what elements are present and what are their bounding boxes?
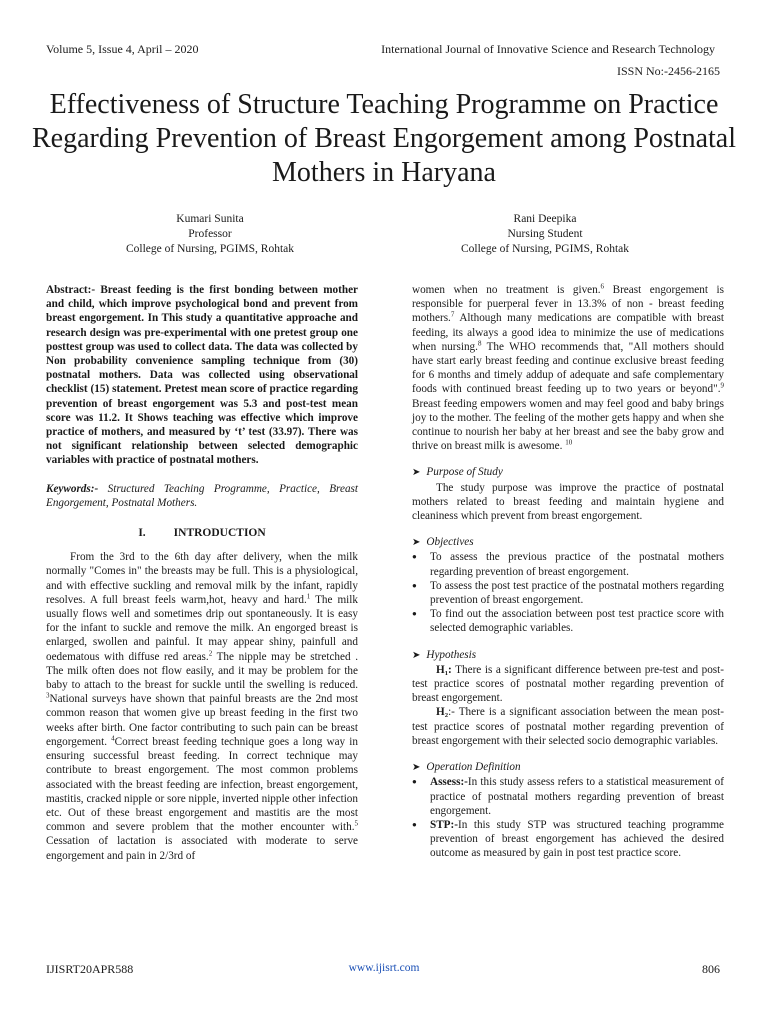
- arrow-bullet-icon: ➤: [412, 467, 421, 479]
- header-volume: Volume 5, Issue 4, April – 2020: [46, 42, 199, 56]
- citation: 1: [306, 592, 311, 601]
- keywords-label: Keywords:-: [46, 482, 99, 495]
- footer-paper-id: IJISRT20APR588: [46, 962, 134, 976]
- citation: 9: [720, 381, 724, 390]
- footer-link[interactable]: www.ijisrt.com: [348, 962, 420, 974]
- citation: 8: [477, 339, 482, 348]
- citation: 7: [450, 310, 455, 319]
- author-role: Professor: [188, 228, 232, 240]
- author-block-1: [60, 212, 360, 257]
- keywords-text: Structured Teaching Programme, Practice, Breast Engorgement, Postnatal Mothers.: [46, 482, 358, 509]
- hypothesis-heading: ➤ Hypothesis: [412, 648, 477, 661]
- list-item: ● To find out the association between post test practice score with selected demographic variables.: [412, 607, 724, 635]
- citation: 6: [600, 282, 605, 291]
- left-column: [46, 283, 358, 863]
- citation: 4: [111, 734, 115, 743]
- intro-continued: women when no treatment is given.$^6$ Breast engorgement is responsible for puerperal fever in 13.3% of non - breast feeding mothers.$^7$ Although many medications are compatible with breast feeding, its always a good idea to minimize the use of medications when nursing.$^8$ The WHO recommends that, "All mothers should have start early breast feeding and continue exclusive breast feeding for 6 months and timely addup of adequate and safe complementary foods with continued breast feeding up to two years or beyond".$^9$ Breast feeding empowers women and may feel good and baby brings joy to the mother. The feeling of the mother gets happy and when she continue to nourish her baby at her breast and see the baby grow and thrive on breast milk is awesome. $^{10}$: [412, 282, 724, 453]
- arrow-bullet-icon: ➤: [412, 649, 421, 661]
- objectives-heading: ➤ Objectives: [412, 536, 474, 549]
- arrow-bullet-icon: ➤: [412, 537, 421, 549]
- objectives-list: [412, 550, 724, 635]
- author-name: Kumari Sunita: [176, 213, 244, 225]
- purpose-text: The study purpose was improve the practice of postnatal mothers related to breast feeding and maintain hygiene and cleaniness which prevent from breast engorgement.: [412, 481, 724, 523]
- citation: 5: [354, 819, 358, 828]
- hypothesis-h2: H₂:- There is a significant association between the mean post-test practice scores of postnatal mother regarding prevention of breast engorgement with their selected socio demographic variables.: [412, 706, 724, 747]
- citation: 2: [208, 648, 213, 657]
- purpose-heading: ➤ Purpose of Study: [412, 466, 503, 479]
- hypothesis-h1: H₁: There is a significant difference between pre-test and post-test practice scores of postnatal mother regarding prevention of breast engorgement.: [412, 663, 724, 705]
- operation-list: [412, 775, 724, 860]
- section-title: INTRODUCTION: [173, 527, 266, 540]
- author-affiliation: College of Nursing, PGIMS, Rohtak: [460, 243, 630, 255]
- citation: 3: [46, 691, 50, 700]
- section-number: I.: [138, 527, 146, 540]
- author-name: Rani Deepika: [513, 213, 577, 225]
- paper-title: Effectiveness of Structure Teaching Programme on Practice Regarding Prevention of Breast Engorgement among Postnatal Mothers in Haryana: [31, 89, 736, 188]
- citation: 10: [565, 438, 573, 447]
- author-role: Nursing Student: [507, 228, 583, 240]
- author-block-2: [395, 212, 695, 257]
- list-item: ● To assess the previous practice of the postnatal mothers regarding prevention of breast engorgement.: [412, 550, 724, 578]
- header-issn: ISSN No:-2456-2165: [616, 64, 720, 78]
- right-column: [412, 283, 724, 861]
- operation-heading: ➤ Operation Definition: [412, 761, 521, 774]
- page-number: 806: [702, 962, 720, 976]
- header-journal: International Journal of Innovative Science and Research Technology: [381, 42, 715, 56]
- list-item: ● STP:-In this study STP was structured teaching programme prevention of breast engorgement has achieved the desired outcome as measured by gain in post test practice score.: [412, 818, 724, 861]
- list-item: ● To assess the post test practice of the postnatal mothers regarding prevention of breast engorgement.: [412, 579, 724, 607]
- arrow-bullet-icon: ➤: [412, 762, 421, 774]
- section-heading: [46, 526, 358, 540]
- list-item: ● Assess:-In this study assess refers to a statistical measurement of practice of postnatal mothers regarding prevention of breast engorgement.: [412, 775, 724, 818]
- abstract: Abstract:- Breast feeding is the first bonding between mother and child, which improve psychological bond and prevent from breast engorgement. In This study a quantitative approache and research design was pre-experimental with one pretest group one posttest group was used to collect data. The data was collected by Non probability convenience sampling technique from (30) postnatal mothers. Data was collected using observational checklist (15) statement. Pretest mean score of practice regarding prevention of breast engorgement was 5.3 and post-test mean score was 11.2. It Shows teaching was effective which improve practice of mothers, and measured by ‘t’ test (33.97). There was not significant relationship between selected demographic variables with practice of postnatal mothers.: [46, 284, 358, 467]
- keywords: [46, 482, 358, 510]
- intro-paragraph: From the 3rd to the 6th day after delivery, when the milk normally "Comes in" the breasts may be full. This is a physiological, and with effective suckling and removal milk by the infant, rapidly resolves. A full breast feels warm,hot, heavy and hard.$^1$ The milk usually flows well and sometimes drip out spontaneously. It is easy for the infant to suckle and remove the milk. An engorged breast is enlarged, swollen and painful. It may appear shiny, painfull and oedematous with diffuse red areas.$^2$ The nipple may be stretched . The milk often does not flow easily, and it may be problem for the baby to attach to the breast for suckle until the swelling is reduced. $^3$National surveys have shown that painful breasts are the 2nd most common reason that women give up breast feeding in the first two weeks after birth. One factor contributing to such pain can be breast engorgement. $^4$Correct breast feeding technique goes a long way in ensuring successful breast feeding. In correct technique may contribute to breast engorgement. The most common problems associated with the breast feeding are infection, breast engorgement, mastitis, cracked nipple or sore nipple, inverted nipple other infection etc. Out of these breast engorgement and mastitis are the most common and severe problem that the mother encounter with.$^5$ Cessation of lactation is associated with moderate to serve engorgement and pain in 2/3rd of: [46, 551, 359, 862]
- author-affiliation: College of Nursing, PGIMS, Rohtak: [125, 243, 295, 255]
